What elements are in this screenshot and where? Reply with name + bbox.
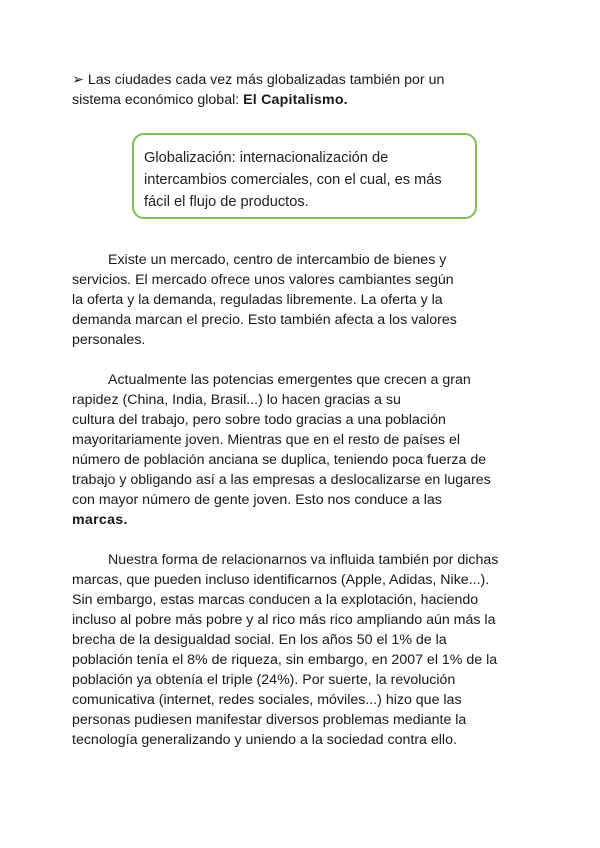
paragraph-line: personales. (72, 332, 146, 348)
paragraph-line (72, 510, 532, 530)
paragraph-brands (72, 550, 532, 750)
paragraph-market (72, 250, 532, 350)
definition-line-2: intercambios comerciales, con el cual, es más (144, 172, 442, 188)
intro-line-2: sistema económico global: El Capitalismo. (72, 92, 348, 108)
paragraph-line: brecha de la desigualdad social. En los años 50 el 1% de la (72, 632, 447, 648)
document-page (72, 70, 532, 750)
paragraph-line: población ya obtenía el triple (24%). Por suerte, la revolución (72, 672, 456, 688)
paragraph-line: cultura del trabajo, pero sobre todo gracias a una población (72, 412, 446, 428)
paragraph-line: trabajo y obligando así a las empresas a deslocalizarse en lugares (72, 472, 491, 488)
paragraph-line: población tenía el 8% de riqueza, sin embargo, en 2007 el 1% de la (72, 652, 498, 668)
paragraph-line: Nuestra forma de relacionarnos va influida también por dichas (108, 552, 499, 568)
paragraph-line: número de población anciana se duplica, teniendo poca fuerza de (72, 452, 487, 468)
paragraph-line: incluso al pobre más pobre y al rico más rico ampliando aún más la (72, 612, 496, 628)
paragraph-line: comunicativa (internet, redes sociales, móviles...) hizo que las (72, 692, 462, 708)
intro-paragraph (72, 70, 532, 110)
definition-line-1: Globalización: internacionalización de (144, 150, 389, 166)
paragraph-line: personas pudiesen manifestar diversos problemas mediante la (72, 712, 467, 728)
definition-box (132, 133, 477, 219)
paragraph-emerging-powers (72, 370, 532, 530)
definition-line-3: fácil el flujo de productos. (144, 194, 309, 210)
brands-bold: marcas. (72, 512, 128, 528)
paragraph-line: con mayor número de gente joven. Esto nos conduce a las (72, 492, 442, 508)
paragraph-line: rapidez (China, India, Brasil...) lo hacen gracias a su (72, 392, 401, 408)
paragraph-line: Existe un mercado, centro de intercambio de bienes y (108, 252, 447, 268)
paragraph-line: mayoritariamente joven. Mientras que en el resto de países el (72, 432, 460, 448)
arrow-bullet-icon: ➢ (72, 72, 84, 88)
paragraph-line: Sin embargo, estas marcas conducen a la explotación, haciendo (72, 592, 479, 608)
paragraph-line: marcas, que pueden incluso identificarnos (Apple, Adidas, Nike...). (72, 572, 490, 588)
paragraph-line: tecnología generalizando y uniendo a la sociedad contra ello. (72, 732, 457, 748)
paragraph-line: demanda marcan el precio. Esto también afecta a los valores (72, 312, 457, 328)
intro-line-1: ➢ Las ciudades cada vez más globalizadas también por un (72, 72, 445, 88)
capitalism-bold: El Capitalismo. (243, 92, 348, 108)
paragraph-line: la oferta y la demanda, reguladas libremente. La oferta y la (72, 292, 443, 308)
paragraph-line: servicios. El mercado ofrece unos valores cambiantes según (72, 272, 454, 288)
paragraph-line: Actualmente las potencias emergentes que crecen a gran (108, 372, 471, 388)
